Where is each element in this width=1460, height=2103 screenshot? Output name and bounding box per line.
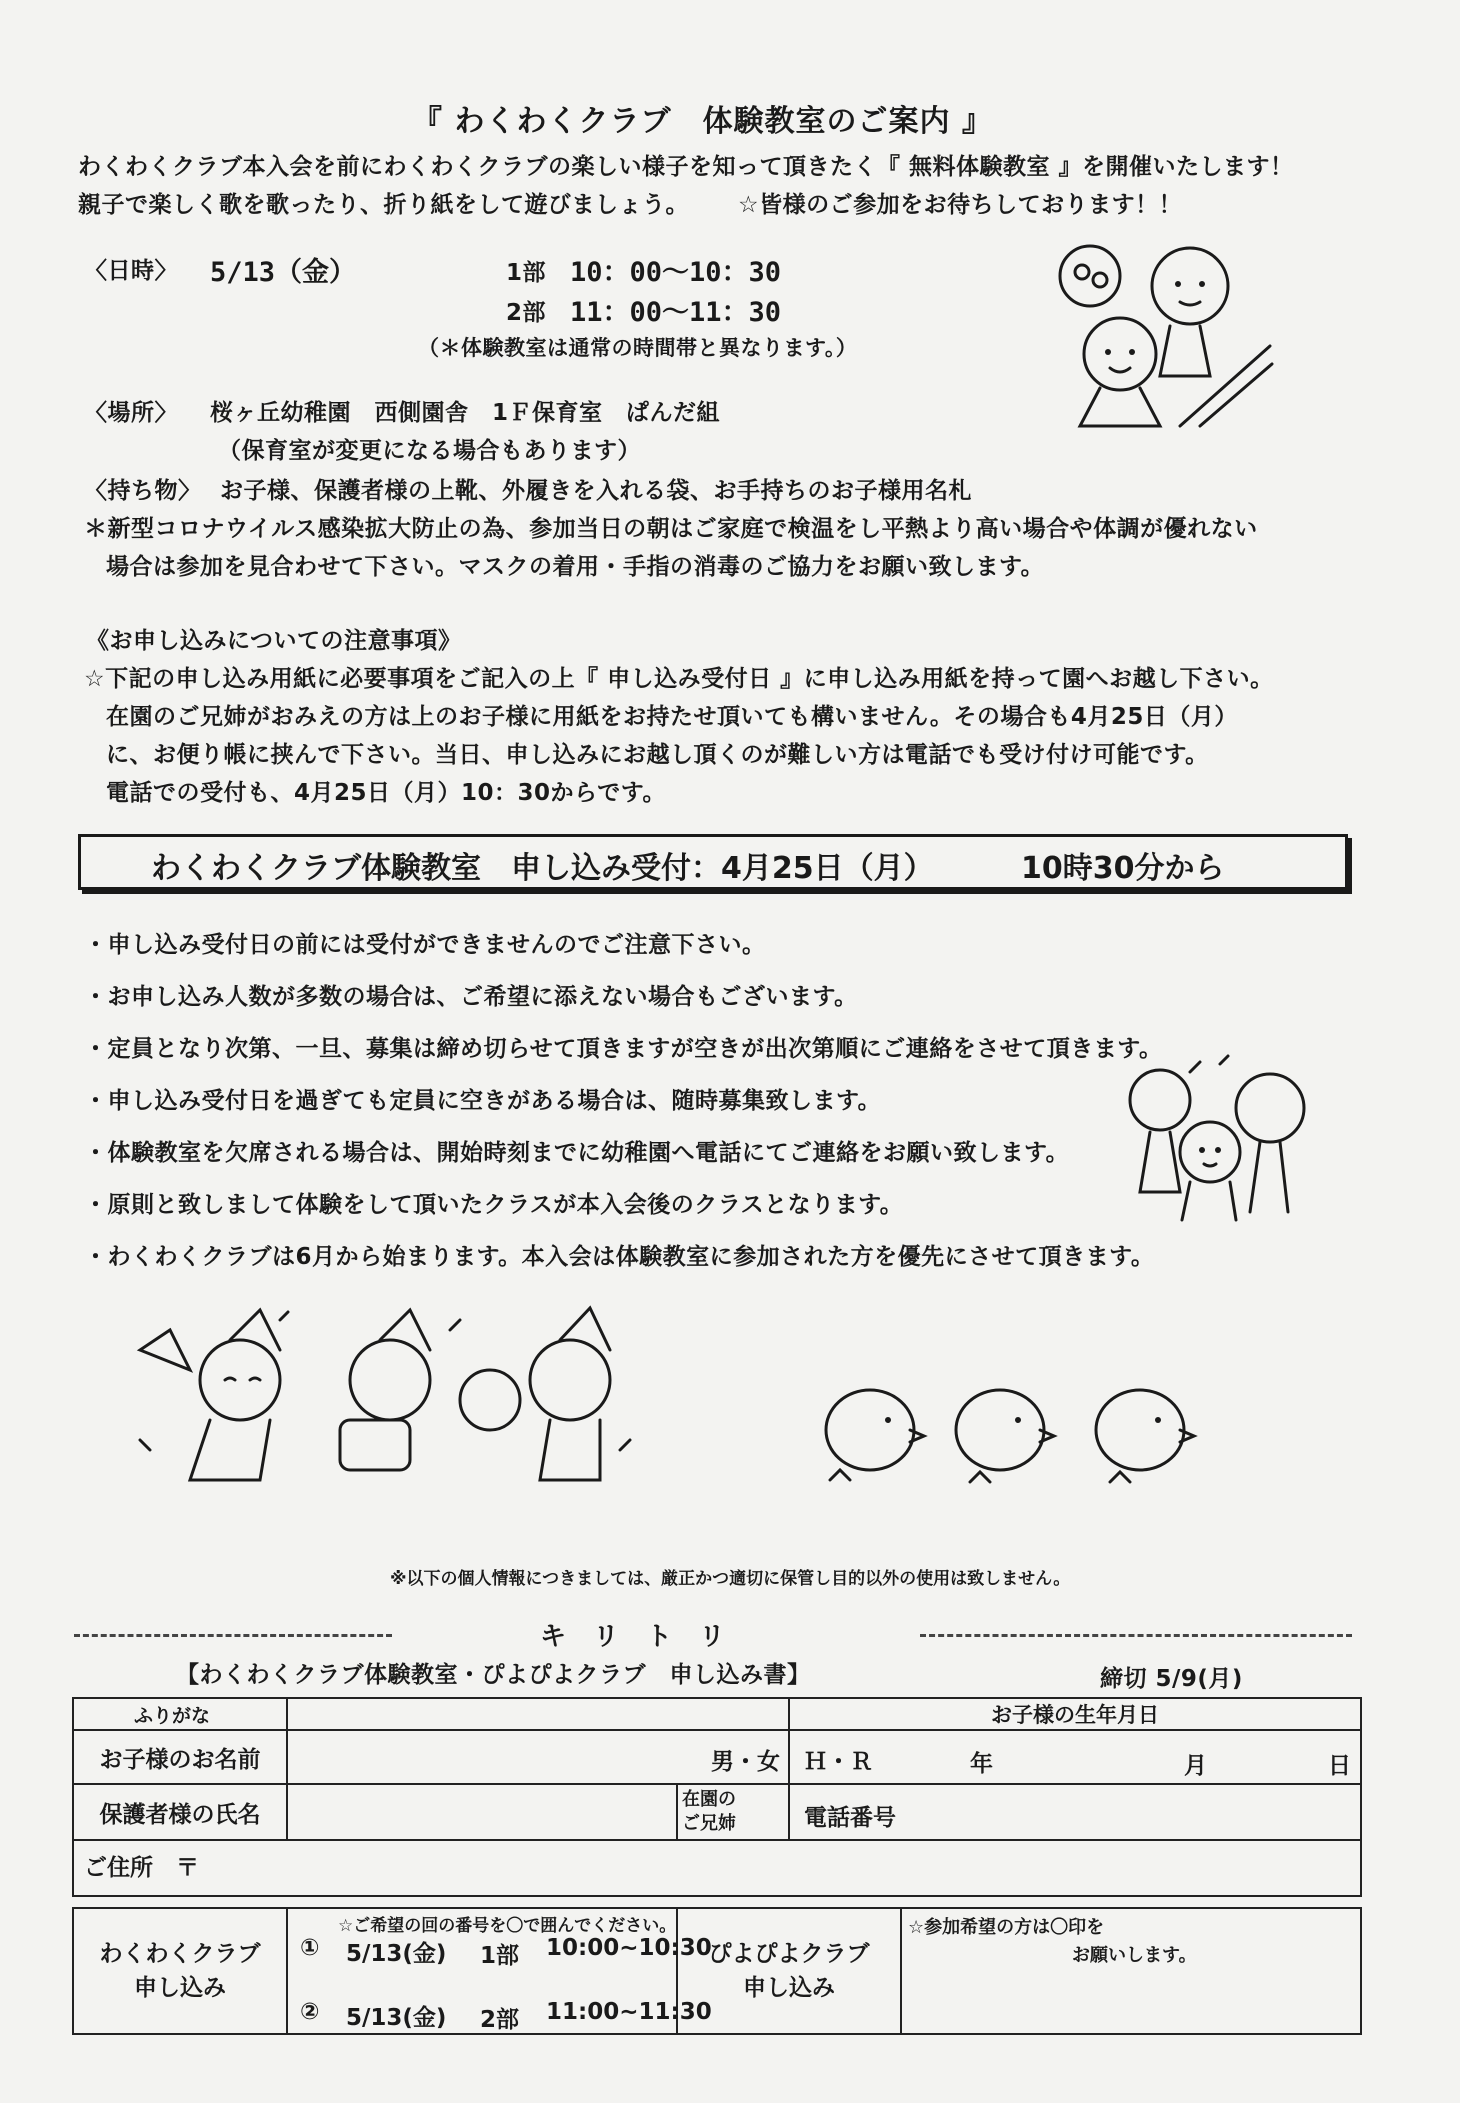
cut-label: キ リ ト リ — [540, 1622, 726, 1652]
option1-part: 1部 — [480, 1943, 520, 1969]
intro-line-1: わくわくクラブ本入会を前にわくわくクラブの楽しい様子を知って頂きたく『 無料体験教室 』を開催いたします！ — [78, 154, 1294, 180]
application-form — [72, 1697, 1362, 2035]
bullet-2: ・お申し込み人数が多数の場合は、ご希望に添えない場合もございます。 — [84, 984, 858, 1010]
option2-date: 5/13(金) — [346, 2005, 447, 2031]
intro-line-3: ☆皆様のご参加をお待ちしております！！ — [738, 192, 1183, 218]
phone-field[interactable] — [789, 1784, 1361, 1840]
cut-line-right — [920, 1634, 1352, 1637]
chicks-illustration — [800, 1360, 1200, 1500]
guardian-field[interactable] — [287, 1784, 677, 1840]
option1-date: 5/13(金) — [346, 1941, 447, 1967]
notes-heading: 《お申し込みについての注意事項》 — [86, 628, 462, 654]
child-name-label: お子様のお名前 — [73, 1730, 287, 1784]
year-label: 年 — [970, 1751, 994, 1777]
schedule-date: 5/13（金） — [210, 257, 357, 288]
gender-choice[interactable]: 男・女 — [711, 1749, 781, 1775]
child-name-field[interactable] — [287, 1730, 789, 1784]
bullet-6: ・原則と致しまして体験をして頂いたクラスが本入会後のクラスとなります。 — [84, 1192, 904, 1218]
circle-note: ☆ご希望の回の番号を〇で囲んでください。 — [338, 1916, 677, 1936]
sibling-label — [677, 1784, 789, 1840]
bullet-1: ・申し込み受付日の前には受付ができませんのでご注意下さい。 — [84, 932, 766, 958]
notes-line-3: に、お便り帳に挟んで下さい。当日、申し込みにお越し頂くのが難しい方は電話でも受け付け可能です。 — [106, 742, 1209, 768]
application-banner — [78, 834, 1348, 890]
part2-label: 2部 — [506, 300, 547, 326]
piyo-label-2: 申し込み — [743, 1975, 835, 2001]
covid-line-1: ＊新型コロナウイルス感染拡大防止の為、参加当日の朝はご家庭で検温をし平熱より高い場合や体調が優れない — [84, 516, 1258, 542]
waku-label-1: わくわくクラブ — [99, 1941, 261, 1967]
form-deadline: 締切 5/9(月) — [1100, 1666, 1243, 1692]
banner-left: わくわくクラブ体験教室 申し込み受付：4月25日（月） — [151, 851, 934, 886]
notes-line-1: ☆下記の申し込み用紙に必要事項をご記入の上『 申し込み受付日 』に申し込み用紙を持って園へお越し下さい。 — [84, 666, 1274, 692]
address-field[interactable] — [73, 1840, 1361, 1896]
piyo-field[interactable] — [901, 1908, 1361, 2034]
guardian-label: 保護者様の氏名 — [73, 1784, 287, 1840]
piyo-note-1: ☆参加希望の方は〇印を — [908, 1917, 1105, 1938]
belongings-value: お子様、保護者様の上靴、外履きを入れる袋、お手持ちのお子様用名札 — [220, 478, 972, 504]
month-label: 月 — [1184, 1753, 1208, 1779]
sibling-line-2: ご兄姉 — [682, 1813, 736, 1834]
waku-label — [73, 1908, 287, 2034]
children-reading-illustration — [1040, 236, 1280, 436]
option2-time: 11:00~11:30 — [546, 1999, 712, 2025]
page-title: 『 わくわくクラブ 体験教室のご案内 』 — [412, 104, 993, 139]
birthdate-field[interactable] — [789, 1730, 1361, 1784]
birth-header: お子様の生年月日 — [789, 1698, 1361, 1730]
piyo-note-2: お願いします。 — [1072, 1945, 1197, 1966]
form-title: 【わくわくクラブ体験教室・ぴよぴよクラブ 申し込み書】 — [176, 1662, 811, 1688]
schedule-label: 〈日時〉 — [84, 258, 178, 284]
form-spacer — [73, 1896, 1361, 1908]
banner-right: 10時30分から — [1021, 851, 1225, 886]
part2-time: 11：00～11：30 — [570, 297, 782, 328]
bullet-5: ・体験教室を欠席される場合は、開始時刻までに幼稚園へ電話にてご連絡をお願い致します。 — [84, 1140, 1070, 1166]
furigana-label: ふりがな — [73, 1698, 287, 1730]
bullet-7: ・わくわくクラブは6月から始まります。本入会は体験教室に参加された方を優先にさせて頂きます。 — [84, 1244, 1155, 1270]
option2-part: 2部 — [480, 2007, 520, 2033]
option1-number[interactable]: ① — [300, 1935, 320, 1961]
waku-label-2: 申し込み — [134, 1975, 226, 2001]
place-label: 〈場所〉 — [84, 400, 178, 426]
schedule-note: （＊体験教室は通常の時間帯と異なります。） — [418, 336, 858, 360]
part1-label: 1部 — [506, 260, 547, 286]
cut-line-left — [74, 1634, 392, 1637]
address-label: ご住所 〒 — [84, 1855, 199, 1881]
intro-line-2: 親子で楽しく歌を歌ったり、折り紙をして遊びましょう。 — [78, 192, 689, 218]
covid-line-2: 場合は参加を見合わせて下さい。マスクの着用・手指の消毒のご協力をお願い致します。 — [106, 554, 1045, 580]
waku-options — [287, 1908, 712, 2034]
notes-line-4: 電話での受付も、4月25日（月）10：30からです。 — [106, 780, 666, 806]
privacy-note: ※以下の個人情報につきましては、厳正かつ適切に保管し目的以外の使用は致しません。 — [390, 1569, 1071, 1589]
option2-number[interactable]: ② — [300, 1999, 320, 2025]
part1-time: 10：00～10：30 — [570, 257, 782, 288]
sibling-line-1: 在園の — [682, 1789, 736, 1810]
group-kids-illustration — [1120, 1052, 1310, 1222]
marching-band-illustration — [130, 1300, 650, 1500]
day-label: 日 — [1328, 1753, 1352, 1779]
piyo-label-1: ぴよぴよクラブ — [708, 1941, 870, 1967]
phone-label: 電話番号 — [804, 1805, 897, 1831]
era-choice[interactable]: Ｈ・Ｒ — [804, 1749, 874, 1775]
belongings-label: 〈持ち物〉 — [84, 478, 202, 504]
place-value: 桜ヶ丘幼稚園 西側園舎 1Ｆ保育室 ぱんだ組 — [210, 400, 721, 426]
bullet-4: ・申し込み受付日を過ぎても定員に空きがある場合は、随時募集致します。 — [84, 1088, 882, 1114]
notes-line-2: 在園のご兄姉がおみえの方は上のお子様に用紙をお持たせ頂いても構いません。その場合も4月25日（月） — [106, 704, 1238, 730]
furigana-field[interactable] — [287, 1698, 789, 1730]
option1-time: 10:00~10:30 — [546, 1935, 712, 1961]
bullet-3: ・定員となり次第、一旦、募集は締め切らせて頂きますが空きが出次第順にご連絡をさせて頂きます。 — [84, 1036, 1163, 1062]
place-note: （保育室が変更になる場合もあります） — [218, 438, 641, 464]
